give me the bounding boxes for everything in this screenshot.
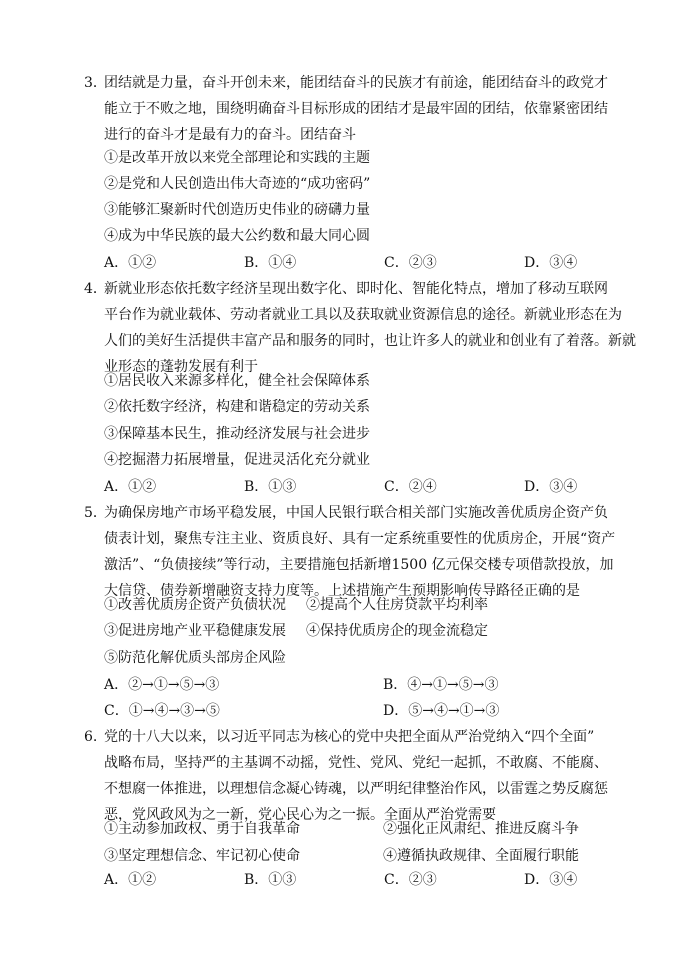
question-6-item-2: ②强化正风肃纪、推进反腐斗争: [383, 821, 579, 837]
question-3-choice-a: A．①②: [104, 255, 157, 271]
question-4-item-2: ②依托数字经济，构建和谐稳定的劳动关系: [104, 399, 370, 415]
question-4-line-4: 业形态的蓬勃发展有利于: [104, 359, 258, 375]
question-4-line-1: 新就业形态依托数字经济呈现出数字化、即时化、智能化特点，增加了移动互联网: [104, 281, 608, 297]
question-5-line-3: 激活”、“负债接续”等行动，主要措施包括新增1500 亿元保交楼专项借款投放，加: [104, 557, 614, 573]
question-4-item-4: ④挖掘潜力拓展增量，促进灵活化充分就业: [104, 452, 370, 468]
question-6-choice-d: D．③④: [524, 872, 578, 888]
question-3-line-3: 进行的奋斗才是最有力的奋斗。团结奋斗: [104, 127, 356, 143]
question-5-line-2: 债表计划，聚焦专注主业、资质良好、具有一定系统重要性的优质房企，开展“资产: [104, 531, 616, 547]
question-5-item-4: ④保持优质房企的现金流稳定: [306, 623, 488, 639]
question-4-choice-d: D．③④: [524, 479, 578, 495]
question-6-line-3: 不想腐一体推进，以理想信念凝心铸魂，以严明纪律整治作风，以雷霆之势反腐惩: [104, 781, 608, 797]
question-4-item-3: ③保障基本民生，推动经济发展与社会进步: [104, 426, 370, 442]
question-4-number: 4．: [84, 281, 107, 297]
question-5-item-1: ①改善优质房企资产负债状况: [104, 597, 286, 613]
question-6-choice-b: B．①③: [244, 872, 297, 888]
question-5-item-5: ⑤防范化解优质头部房企风险: [104, 650, 286, 666]
question-6-item-3: ③坚定理想信念、牢记初心使命: [104, 848, 300, 864]
question-4-choice-a: A．①②: [104, 479, 157, 495]
question-3-item-1: ①是改革开放以来党全部理论和实践的主题: [104, 150, 370, 166]
question-6-number: 6.: [84, 729, 98, 745]
question-5-choice-b: B．④→①→⑤→③: [383, 677, 499, 693]
question-5-line-4: 大信贷、债券新增融资支持力度等。上述措施产生预期影响传导路径正确的是: [104, 583, 580, 599]
question-3-line-1: 团结就是力量，奋斗开创未来，能团结奋斗的民族才有前途，能团结奋斗的政党才: [104, 75, 608, 91]
question-5-choice-d: D．⑤→④→①→③: [383, 703, 500, 719]
question-3-item-2: ②是党和人民创造出伟大奇迹的“成功密码”: [104, 176, 371, 192]
question-4-line-3: 人们的美好生活提供丰富产品和服务的同时，也让许多人的就业和创业有了着落。新就: [104, 333, 636, 349]
question-3-item-3: ③能够汇聚新时代创造历史伟业的磅礴力量: [104, 202, 370, 218]
question-5-choice-c: C．①→④→③→⑤: [104, 703, 220, 719]
question-5-choice-a: A．②→①→⑤→③: [104, 677, 220, 693]
question-6-choice-c: C．②③: [384, 872, 437, 888]
question-4-line-2: 平台作为就业载体、劳动者就业工具以及获取就业资源信息的途径。新就业形态在为: [104, 307, 622, 323]
question-6-line-4: 恶，党风政风为之一新，党心民心为之一振。全面从严治党需要: [104, 807, 496, 823]
question-4-item-1: ①居民收入来源多样化，健全社会保障体系: [104, 373, 370, 389]
question-4-choice-b: B．①③: [244, 479, 297, 495]
question-6-line-1: 党的十八大以来，以习近平同志为核心的党中央把全面从严治党纳入“四个全面”: [104, 729, 595, 745]
question-5-stem: [84, 500, 644, 604]
question-4-choice-c: C．②④: [384, 479, 437, 495]
question-6-choice-a: A．①②: [104, 872, 157, 888]
question-6-item-4: ④遵循执政规律、全面履行职能: [383, 848, 579, 864]
question-5-line-1: 为确保房地产市场平稳发展，中国人民银行联合相关部门实施改善优质房企资产负: [104, 505, 608, 521]
question-4-stem: [84, 276, 644, 380]
question-6-stem: [84, 724, 644, 828]
question-6-line-2: 战略布局，坚持严的主基调不动摇，党性、党风、党纪一起抓，不敢腐、不能腐、: [104, 755, 608, 771]
question-3-number: 3．: [84, 75, 107, 91]
question-3-line-2: 能立于不败之地，围绕明确奋斗目标形成的团结才是最牢固的团结，依靠紧密团结: [104, 101, 608, 117]
question-3-choice-c: C．②③: [384, 255, 437, 271]
question-6-item-1: ①主动参加政权、勇于自我革命: [104, 821, 300, 837]
question-3-stem: [84, 70, 644, 148]
question-3-choice-b: B．①④: [244, 255, 297, 271]
question-5-item-2: ②提高个人住房贷款平均利率: [306, 597, 488, 613]
question-5-number: 5．: [84, 505, 107, 521]
question-3-choice-d: D．③④: [524, 255, 578, 271]
question-3-item-4: ④成为中华民族的最大公约数和最大同心圆: [104, 228, 370, 244]
question-5-item-3: ③促进房地产业平稳健康发展: [104, 623, 286, 639]
